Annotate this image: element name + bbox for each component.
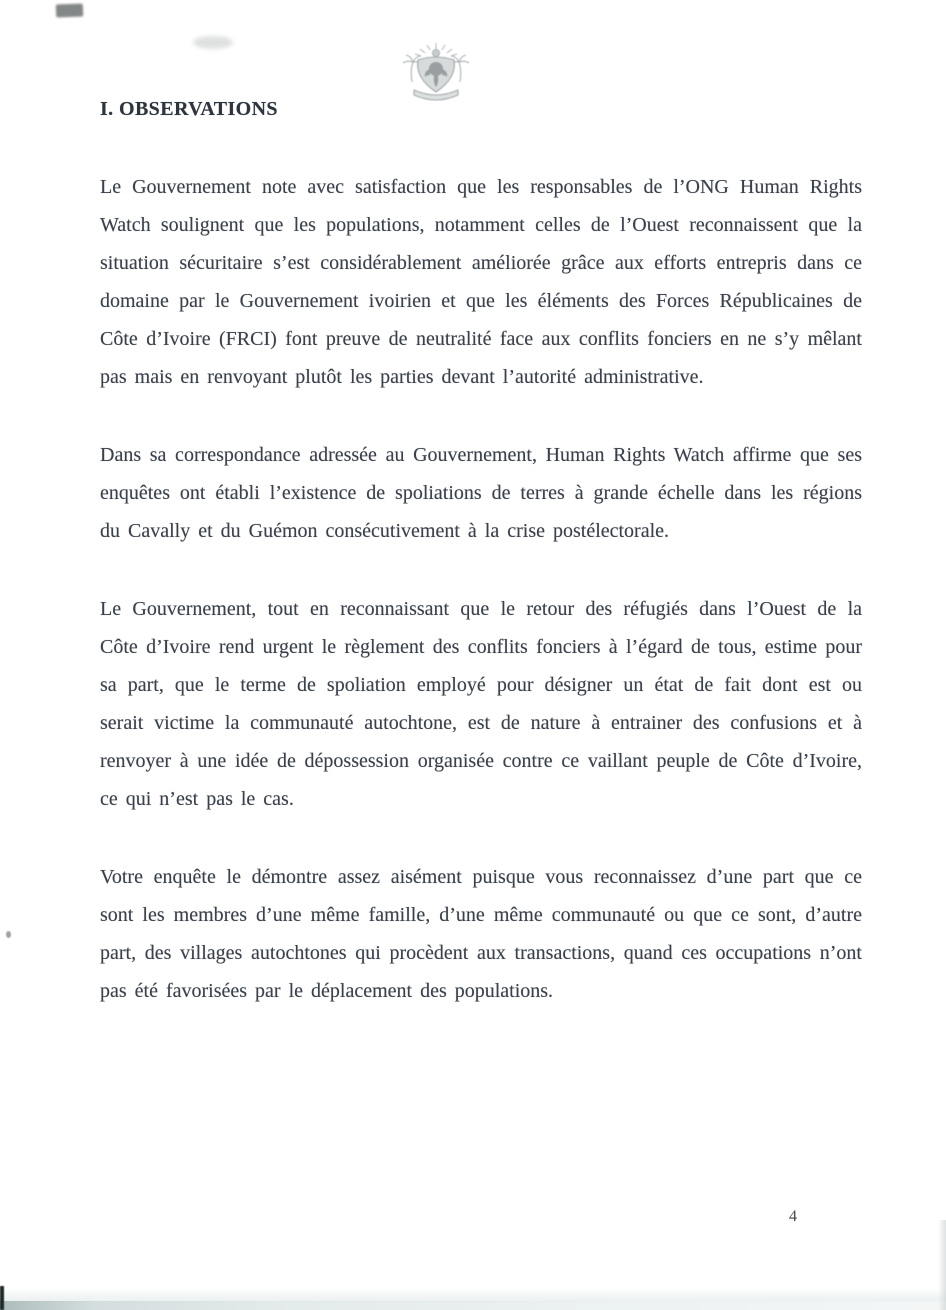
scan-artifact-bottom-haze — [0, 1288, 946, 1302]
paragraph: Votre enquête le démontre assez aisément puisque vous reconnaissez d’une part que ce sont les membres d’une même famille, d’une même communauté ou que ce sont, d’autre part, des villages autochtones qui procèdent aux transactions, quand ces occupations n’ont pas été favorisées par le déplacement des populations. — [100, 866, 862, 1002]
page-number: 4 — [789, 1208, 797, 1225]
scan-artifact-top-left — [56, 4, 83, 18]
cote-divoire-coat-of-arms-icon — [386, 42, 486, 108]
section-heading: I. OBSERVATIONS — [100, 98, 278, 120]
paragraph: Le Gouvernement note avec satisfaction que les responsables de l’ONG Human Rights Watch soulignent que les populations, notamment celles de l’Ouest reconnaissent que la situation sécuritaire s’est considérablement améliorée grâce aux efforts entrepris dans ce domaine par le Gouvernement ivoirien et que les éléments des Forces Républicaines de Côte d’Ivoire (FRCI) font preuve de neutralité face aux conflits fonciers en ne s’y mêlant pas mais en renvoyant plutôt les parties devant l’autorité administrative. — [100, 176, 862, 388]
paragraph: Le Gouvernement, tout en reconnaissant que le retour des réfugiés dans l’Ouest de la Côte d’Ivoire rend urgent le règlement des conflits fonciers à l’égard de tous, estime pour sa part, que le terme de spoliation employé pour désigner un état de fait dont est ou serait victime la communauté autochtone, est de nature à entrainer des confusions et à renvoyer à une idée de dépossession organisée contre ce vaillant peuple de Côte d’Ivoire, ce qui n’est pas le cas. — [100, 598, 862, 810]
scan-artifact-bottom-edge — [0, 1301, 946, 1310]
scan-artifact-right-edge — [938, 1220, 946, 1310]
paragraph: Dans sa correspondance adressée au Gouvernement, Human Rights Watch affirme que ses enquêtes ont établi l’existence de spoliations de terres à grande échelle dans les régions du Cavally et du Guémon consécutivement à la crise postélectorale. — [100, 444, 862, 542]
scan-artifact-corner — [0, 1286, 4, 1310]
scan-artifact-smudge — [193, 36, 233, 49]
document-body — [100, 168, 862, 1050]
scan-artifact-speck — [6, 931, 11, 938]
